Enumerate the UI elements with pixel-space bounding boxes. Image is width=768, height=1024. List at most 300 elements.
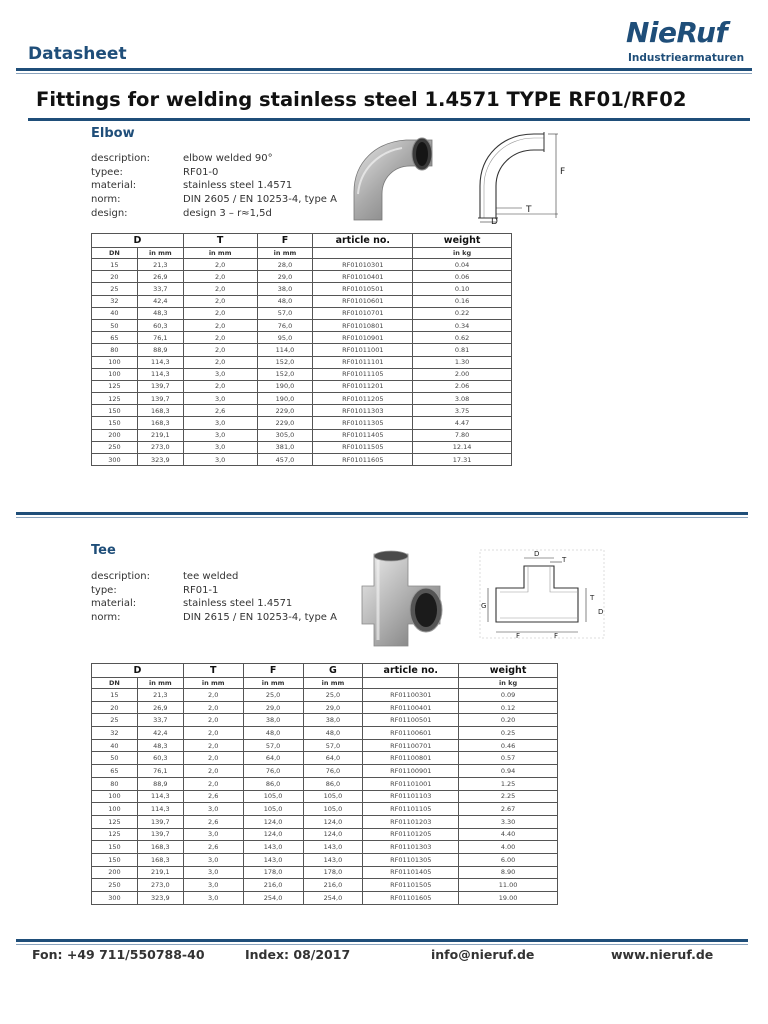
table-row	[92, 689, 558, 702]
tee-table	[91, 663, 558, 905]
table-cell: 3,0	[183, 454, 257, 466]
tee-table-body	[92, 689, 558, 905]
table-cell: 3,0	[183, 853, 243, 866]
table-row	[92, 841, 558, 854]
table-cell: 19.00	[459, 892, 558, 905]
table-cell: 100	[92, 803, 138, 816]
table-cell: 3,0	[183, 879, 243, 892]
table-row	[92, 283, 512, 295]
table-cell: 114,3	[137, 803, 183, 816]
table-cell: RF01101001	[363, 777, 459, 790]
subheader-empty	[363, 678, 459, 689]
table-cell: 254,0	[303, 892, 363, 905]
table-cell: 2,0	[183, 356, 257, 368]
table-cell: 150	[92, 841, 138, 854]
table-cell: 25,0	[303, 689, 363, 702]
spec-key: norm:	[91, 612, 121, 624]
table-row	[92, 701, 558, 714]
table-row	[92, 417, 512, 429]
table-cell: 2,0	[183, 259, 257, 271]
table-cell: 300	[92, 892, 138, 905]
table-row	[92, 803, 558, 816]
header-divider	[16, 68, 752, 71]
table-cell: 100	[92, 368, 138, 380]
table-cell: 2,0	[183, 319, 257, 331]
table-cell: 50	[92, 752, 138, 765]
table-cell: 2,0	[183, 295, 257, 307]
table-cell: 33,7	[137, 283, 183, 295]
table-cell: 3,0	[183, 429, 257, 441]
spec-row	[91, 598, 351, 612]
table-cell: 190,0	[257, 380, 313, 392]
table-cell: 2,0	[183, 727, 243, 740]
footer-website[interactable]: www.nieruf.de	[611, 947, 714, 962]
elbow-spec-list	[91, 153, 351, 221]
table-cell: 150	[92, 853, 138, 866]
table-cell: 65	[92, 332, 138, 344]
table-cell: 219,1	[137, 866, 183, 879]
table-cell: RF01011303	[313, 405, 413, 417]
table-cell: 57,0	[303, 739, 363, 752]
table-cell: RF01010701	[313, 307, 413, 319]
spec-row	[91, 612, 351, 626]
table-cell: 229,0	[257, 405, 313, 417]
table-cell: 7.80	[413, 429, 512, 441]
table-cell: RF01011105	[313, 368, 413, 380]
dimension-label-d: D	[491, 217, 498, 226]
column-header-t: T	[183, 234, 257, 248]
table-cell: 38,0	[303, 714, 363, 727]
table-cell: 105,0	[243, 790, 303, 803]
table-cell: 3,0	[183, 866, 243, 879]
table-cell: 3.30	[459, 815, 558, 828]
subheader-unit: in mm	[183, 678, 243, 689]
table-cell: 0.34	[413, 319, 512, 331]
subheader-empty	[313, 248, 413, 259]
table-cell: 139,7	[137, 815, 183, 828]
table-cell: 28,0	[257, 259, 313, 271]
table-row	[92, 356, 512, 368]
table-cell: 0.25	[459, 727, 558, 740]
table-cell: 2,6	[183, 815, 243, 828]
table-cell: 2,6	[183, 790, 243, 803]
table-cell: 143,0	[303, 853, 363, 866]
table-cell: 2,0	[183, 765, 243, 778]
table-cell: 2,0	[183, 283, 257, 295]
table-cell: 15	[92, 259, 138, 271]
table-cell: 6.00	[459, 853, 558, 866]
table-row	[92, 441, 512, 453]
table-cell: 152,0	[257, 368, 313, 380]
column-header-t: T	[183, 664, 243, 678]
table-cell: 143,0	[303, 841, 363, 854]
table-cell: 305,0	[257, 429, 313, 441]
table-cell: RF01010301	[313, 259, 413, 271]
table-cell: 2,6	[183, 405, 257, 417]
table-cell: 21,3	[137, 259, 183, 271]
table-cell: 26,9	[137, 271, 183, 283]
table-cell: 139,7	[137, 393, 183, 405]
spec-key: design:	[91, 207, 128, 219]
table-row	[92, 332, 512, 344]
table-cell: RF01011001	[313, 344, 413, 356]
table-cell: 60,3	[137, 752, 183, 765]
table-cell: 168,3	[137, 853, 183, 866]
table-cell: RF01101105	[363, 803, 459, 816]
table-cell: 3,0	[183, 892, 243, 905]
table-cell: 219,1	[137, 429, 183, 441]
table-row	[92, 866, 558, 879]
table-cell: 86,0	[303, 777, 363, 790]
table-cell: 65	[92, 765, 138, 778]
spec-value: DIN 2615 / EN 10253-4, type A	[183, 612, 337, 624]
table-row	[92, 368, 512, 380]
table-row	[92, 752, 558, 765]
spec-row	[91, 208, 351, 222]
table-cell: 2,0	[183, 689, 243, 702]
table-cell: 124,0	[243, 815, 303, 828]
table-cell: 29,0	[243, 701, 303, 714]
table-row	[92, 319, 512, 331]
table-cell: 21,3	[137, 689, 183, 702]
table-cell: 100	[92, 790, 138, 803]
table-cell: RF01101203	[363, 815, 459, 828]
table-cell: RF01010401	[313, 271, 413, 283]
title-underline	[28, 118, 750, 121]
subheader-unit: in mm	[137, 248, 183, 259]
table-cell: 3,0	[183, 393, 257, 405]
table-cell: 3,0	[183, 828, 243, 841]
table-cell: 8.90	[459, 866, 558, 879]
spec-value: tee welded	[183, 571, 239, 582]
column-header-weight: weight	[413, 234, 512, 248]
spec-value: RF01-0	[183, 166, 219, 178]
table-cell: 76,0	[303, 765, 363, 778]
table-cell: 48,0	[257, 295, 313, 307]
table-cell: RF01011405	[313, 429, 413, 441]
table-cell: 143,0	[243, 853, 303, 866]
table-cell: 114,3	[137, 368, 183, 380]
table-cell: RF01010501	[313, 283, 413, 295]
table-cell: RF01101605	[363, 892, 459, 905]
table-cell: 124,0	[303, 828, 363, 841]
section-divider-thin	[16, 517, 748, 518]
footer-index: Index: 08/2017	[245, 947, 351, 962]
table-cell: RF01100701	[363, 739, 459, 752]
table-cell: 0.06	[413, 271, 512, 283]
spec-row	[91, 153, 351, 167]
table-cell: 48,3	[137, 739, 183, 752]
table-cell: RF01011205	[313, 393, 413, 405]
table-cell: 124,0	[303, 815, 363, 828]
nieruf-logo	[626, 16, 746, 66]
table-row	[92, 429, 512, 441]
subheader-unit: in mm	[257, 248, 313, 259]
spec-value: design 3 – r≈1,5d	[183, 207, 272, 219]
table-cell: RF01101505	[363, 879, 459, 892]
table-cell: 95,0	[257, 332, 313, 344]
subheader-unit: in kg	[413, 248, 512, 259]
table-cell: 20	[92, 701, 138, 714]
footer-phone: Fon: +49 711/550788-40	[32, 947, 205, 962]
footer-email[interactable]: info@nieruf.de	[431, 947, 535, 962]
table-cell: 114,0	[257, 344, 313, 356]
subheader-unit: in mm	[183, 248, 257, 259]
tee-spec-list	[91, 571, 351, 626]
table-cell: 76,1	[137, 765, 183, 778]
table-cell: 3.75	[413, 405, 512, 417]
table-cell: 0.94	[459, 765, 558, 778]
table-cell: RF01100901	[363, 765, 459, 778]
table-cell: 76,0	[257, 319, 313, 331]
table-cell: RF01101103	[363, 790, 459, 803]
table-cell: 11.00	[459, 879, 558, 892]
column-header-d: D	[92, 234, 184, 248]
table-cell: 0.04	[413, 259, 512, 271]
table-cell: 457,0	[257, 454, 313, 466]
table-cell: 2,0	[183, 701, 243, 714]
table-cell: 76,0	[243, 765, 303, 778]
table-cell: 250	[92, 879, 138, 892]
table-cell: 114,3	[137, 356, 183, 368]
table-cell: 50	[92, 319, 138, 331]
table-cell: 48,0	[303, 727, 363, 740]
column-header-f: F	[257, 234, 313, 248]
table-cell: RF01011605	[313, 454, 413, 466]
table-cell: 38,0	[257, 283, 313, 295]
table-cell: 40	[92, 307, 138, 319]
table-cell: 32	[92, 295, 138, 307]
table-cell: 0.62	[413, 332, 512, 344]
table-cell: 273,0	[137, 441, 183, 453]
document-title: Fittings for welding stainless steel 1.4571 TYPE RF01/RF02	[36, 88, 687, 111]
table-cell: 200	[92, 866, 138, 879]
datasheet-label: Datasheet	[28, 44, 127, 64]
table-cell: RF01010601	[313, 295, 413, 307]
table-cell: 168,3	[137, 405, 183, 417]
table-cell: 0.57	[459, 752, 558, 765]
table-cell: 32	[92, 727, 138, 740]
table-row	[92, 344, 512, 356]
table-cell: 190,0	[257, 393, 313, 405]
table-cell: RF01100301	[363, 689, 459, 702]
table-cell: 2,6	[183, 841, 243, 854]
dimension-label-t: T	[590, 594, 595, 602]
table-cell: 250	[92, 441, 138, 453]
table-cell: 2,0	[183, 307, 257, 319]
table-cell: 105,0	[243, 803, 303, 816]
table-cell: 1.30	[413, 356, 512, 368]
column-header-d: D	[92, 664, 184, 678]
table-cell: 2,0	[183, 739, 243, 752]
table-row	[92, 879, 558, 892]
table-cell: 254,0	[243, 892, 303, 905]
dimension-label-d: D	[598, 608, 604, 616]
table-cell: 139,7	[137, 828, 183, 841]
table-cell: 273,0	[137, 879, 183, 892]
spec-value: RF01-1	[183, 584, 219, 596]
column-header-g: G	[303, 664, 363, 678]
table-cell: 29,0	[257, 271, 313, 283]
table-row	[92, 405, 512, 417]
table-cell: RF01100601	[363, 727, 459, 740]
table-cell: 2.06	[413, 380, 512, 392]
table-cell: 0.22	[413, 307, 512, 319]
table-cell: 200	[92, 429, 138, 441]
table-row	[92, 380, 512, 392]
table-cell: 139,7	[137, 380, 183, 392]
table-cell: 150	[92, 417, 138, 429]
elbow-heading: Elbow	[91, 126, 135, 141]
table-cell: 114,3	[137, 790, 183, 803]
table-cell: 1.25	[459, 777, 558, 790]
spec-value: DIN 2605 / EN 10253-4, type A	[183, 194, 337, 206]
dimension-label-t: T	[526, 205, 532, 215]
table-cell: 80	[92, 344, 138, 356]
table-cell: 0.46	[459, 739, 558, 752]
subheader-unit: in kg	[459, 678, 558, 689]
table-row	[92, 828, 558, 841]
spec-value: elbow welded 90°	[183, 153, 273, 164]
section-divider	[16, 512, 748, 515]
table-cell: 86,0	[243, 777, 303, 790]
table-row	[92, 307, 512, 319]
table-cell: 4.47	[413, 417, 512, 429]
column-header-f: F	[243, 664, 303, 678]
table-cell: 42,4	[137, 727, 183, 740]
table-cell: 2.67	[459, 803, 558, 816]
table-cell: 29,0	[303, 701, 363, 714]
table-cell: RF01011201	[313, 380, 413, 392]
table-cell: 124,0	[243, 828, 303, 841]
table-row	[92, 271, 512, 283]
table-cell: 38,0	[243, 714, 303, 727]
table-cell: 12.14	[413, 441, 512, 453]
table-row	[92, 393, 512, 405]
table-cell: 125	[92, 828, 138, 841]
spec-key: material:	[91, 598, 137, 610]
spec-key: typee:	[91, 166, 123, 178]
table-cell: 2,0	[183, 752, 243, 765]
table-cell: 125	[92, 393, 138, 405]
table-cell: RF01100401	[363, 701, 459, 714]
column-header-article-no: article no.	[363, 664, 459, 678]
table-cell: 3,0	[183, 417, 257, 429]
table-cell: 26,9	[137, 701, 183, 714]
table-cell: RF01101405	[363, 866, 459, 879]
table-row	[92, 765, 558, 778]
table-cell: 323,9	[137, 892, 183, 905]
table-cell: 105,0	[303, 790, 363, 803]
table-cell: 0.12	[459, 701, 558, 714]
table-cell: 4.00	[459, 841, 558, 854]
table-cell: 80	[92, 777, 138, 790]
column-header-article-no: article no.	[313, 234, 413, 248]
table-cell: RF01011101	[313, 356, 413, 368]
table-cell: 48,0	[243, 727, 303, 740]
subheader-dn: DN	[92, 678, 138, 689]
spec-row	[91, 194, 351, 208]
table-cell: 216,0	[303, 879, 363, 892]
table-row	[92, 853, 558, 866]
footer-divider	[16, 939, 748, 942]
dimension-label-t: T	[562, 556, 567, 564]
table-cell: 0.16	[413, 295, 512, 307]
table-cell: 125	[92, 380, 138, 392]
table-cell: 2,0	[183, 332, 257, 344]
dimension-label-f: F	[516, 632, 521, 640]
table-cell: 323,9	[137, 454, 183, 466]
table-cell: 48,3	[137, 307, 183, 319]
table-cell: 150	[92, 405, 138, 417]
table-cell: 3,0	[183, 803, 243, 816]
table-row	[92, 892, 558, 905]
table-cell: 25	[92, 714, 138, 727]
table-cell: 4.40	[459, 828, 558, 841]
table-cell: 178,0	[243, 866, 303, 879]
spec-key: material:	[91, 180, 137, 192]
table-cell: RF01101305	[363, 853, 459, 866]
tee-diagram	[478, 548, 606, 640]
table-cell: 2.00	[413, 368, 512, 380]
dimension-label-f: F	[560, 167, 566, 177]
table-cell: 105,0	[303, 803, 363, 816]
header-divider-thin	[16, 73, 752, 74]
elbow-diagram	[472, 128, 572, 226]
table-cell: 152,0	[257, 356, 313, 368]
elbow-table	[91, 233, 512, 466]
dimension-label-f: F	[554, 632, 559, 640]
spec-row	[91, 180, 351, 194]
table-row	[92, 777, 558, 790]
table-cell: RF01100801	[363, 752, 459, 765]
table-cell: 2,0	[183, 344, 257, 356]
table-cell: 216,0	[243, 879, 303, 892]
table-cell: 229,0	[257, 417, 313, 429]
table-cell: RF01100501	[363, 714, 459, 727]
table-cell: 42,4	[137, 295, 183, 307]
table-cell: RF01011305	[313, 417, 413, 429]
table-cell: 143,0	[243, 841, 303, 854]
logo-wordmark: NieRuf	[626, 16, 728, 49]
table-row	[92, 815, 558, 828]
table-cell: 300	[92, 454, 138, 466]
table-cell: RF01011505	[313, 441, 413, 453]
table-cell: 2,0	[183, 380, 257, 392]
tee-photo	[356, 550, 446, 650]
table-cell: 76,1	[137, 332, 183, 344]
table-row	[92, 727, 558, 740]
table-cell: 100	[92, 356, 138, 368]
table-cell: 2,0	[183, 271, 257, 283]
table-cell: 57,0	[243, 739, 303, 752]
logo-subtitle: Industriearmaturen	[628, 52, 745, 64]
elbow-photo	[350, 134, 442, 226]
subheader-unit: in mm	[243, 678, 303, 689]
table-cell: 60,3	[137, 319, 183, 331]
table-cell: 33,7	[137, 714, 183, 727]
dimension-label-g: G	[481, 602, 487, 610]
spec-value: stainless steel 1.4571	[183, 180, 293, 192]
table-cell: 25	[92, 283, 138, 295]
table-cell: 57,0	[257, 307, 313, 319]
table-cell: 3,0	[183, 368, 257, 380]
table-cell: 168,3	[137, 417, 183, 429]
footer-divider-thin	[16, 944, 748, 945]
table-row	[92, 259, 512, 271]
table-cell: 88,9	[137, 777, 183, 790]
table-cell: 3.08	[413, 393, 512, 405]
